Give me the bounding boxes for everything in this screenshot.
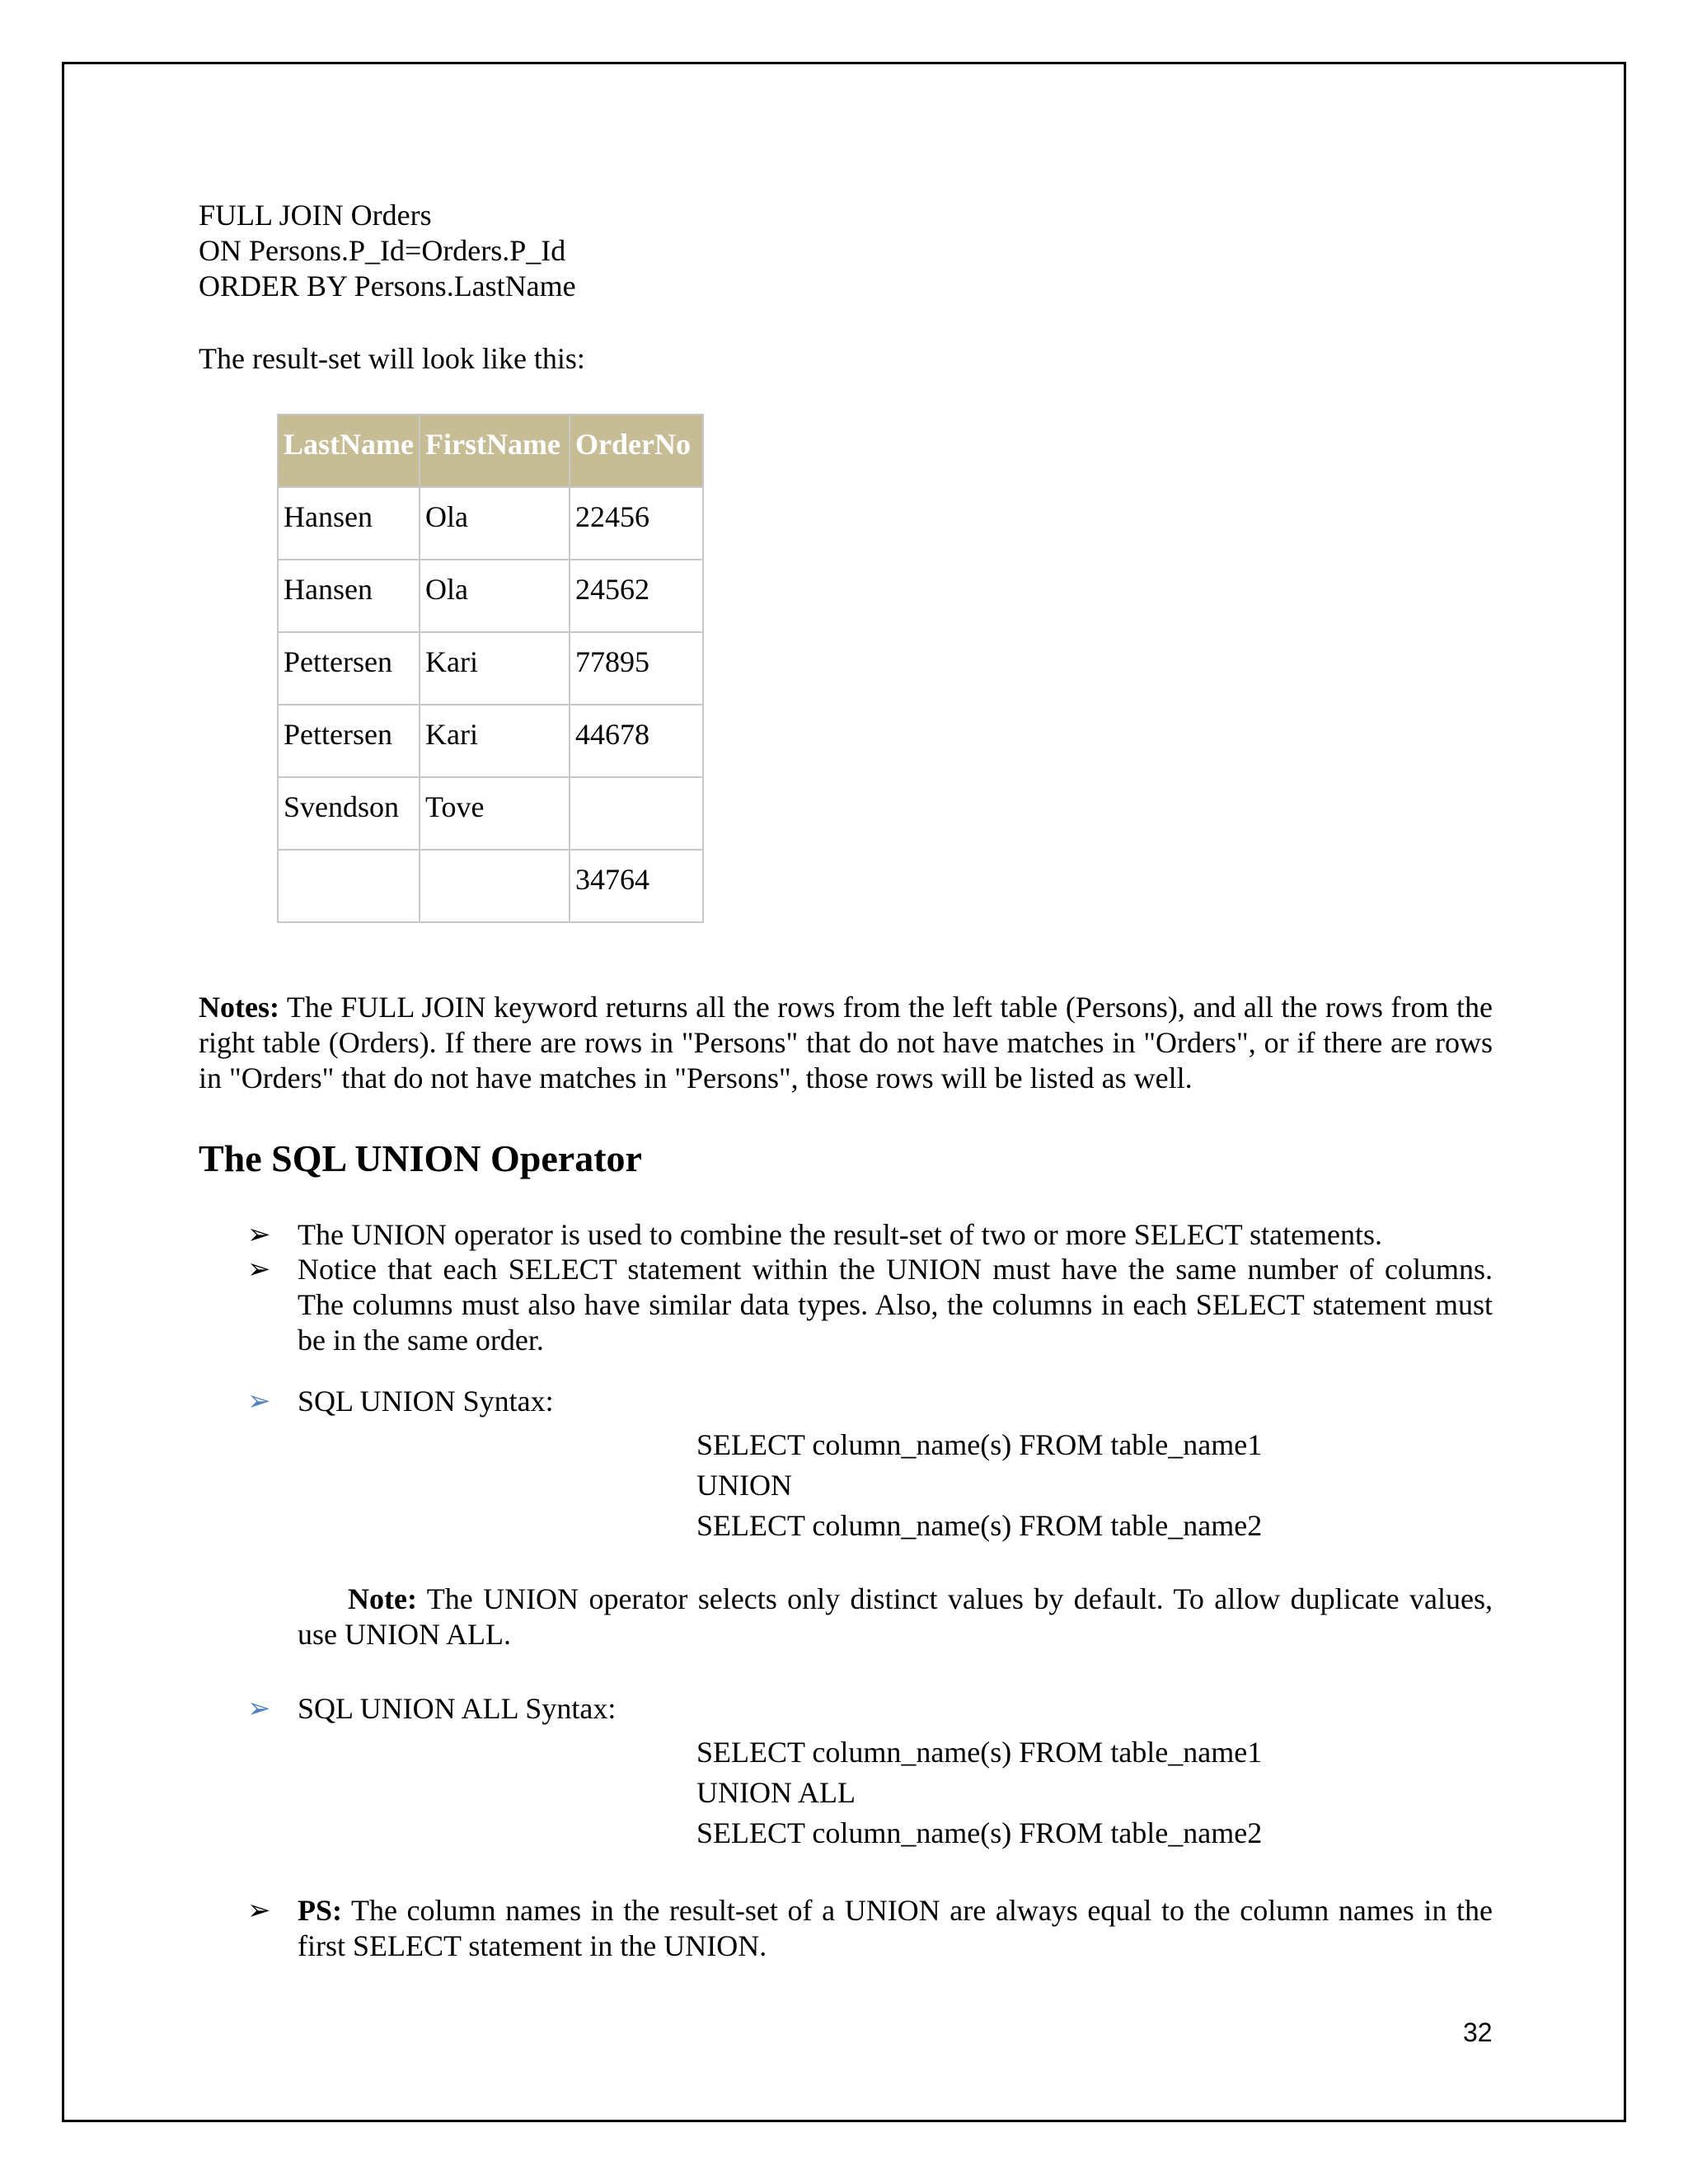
table-row [278, 777, 703, 850]
union-note-text: The UNION operator selects only distinct values by default. To allow duplicate values, use UNION ALL. [298, 1582, 1493, 1651]
page-number: 32 [1463, 2018, 1493, 2047]
bullet-text: SQL UNION Syntax: [298, 1385, 554, 1418]
ps-text: The column names in the result-set of a UNION are always equal to the column names in the first SELECT statement in the UNION. [298, 1894, 1493, 1962]
syntax-line: SELECT column_name(s) FROM table_name2 [696, 1509, 1263, 1542]
header-lastname: LastName [278, 415, 420, 487]
syntax-line: SELECT column_name(s) FROM table_name1 [696, 1736, 1263, 1769]
table-cell: Ola [420, 487, 570, 560]
notes-paragraph [199, 990, 1493, 1096]
notes-text: The FULL JOIN keyword returns all the rows from the left table (Persons), and all the rows from the right table (Orders). If there are rows in "Persons" that do not have matches in "Orders", or if there are rows in "Orders" that do not have matches in "Persons", those rows will be listed as well. [199, 991, 1493, 1094]
table-cell: 24562 [570, 560, 703, 632]
table-cell: Svendson [278, 777, 420, 850]
notes-label: Notes: [199, 991, 279, 1024]
arrow-bullet-icon: ➢ [247, 1254, 271, 1285]
table-cell [570, 777, 703, 850]
table-cell [420, 850, 570, 922]
table-cell: 44678 [570, 705, 703, 777]
syntax-line: SELECT column_name(s) FROM table_name1 [696, 1428, 1263, 1461]
table-cell: 22456 [570, 487, 703, 560]
table-cell: Kari [420, 632, 570, 705]
query-line: ON Persons.P_Id=Orders.P_Id [199, 234, 566, 267]
syntax-line: UNION ALL [696, 1776, 856, 1809]
union-note [298, 1582, 1493, 1652]
ps-label: PS: [298, 1894, 342, 1927]
table-cell: Pettersen [278, 632, 420, 705]
result-table [277, 414, 704, 923]
table-row [278, 487, 703, 560]
table-cell: Tove [420, 777, 570, 850]
table-row [278, 560, 703, 632]
bullet-text: Notice that each SELECT statement within the UNION must have the same number of columns. The columns must also have similar data types. Also, the columns in each SELECT statement must be in the same order. [298, 1253, 1493, 1357]
section-title: The SQL UNION Operator [199, 1137, 642, 1179]
union-note-label: Note: [348, 1582, 417, 1615]
table-row [278, 705, 703, 777]
union-all-syntax [696, 1732, 1262, 1854]
table-cell: Hansen [278, 487, 420, 560]
table-cell: Ola [420, 560, 570, 632]
bullet-text: SQL UNION ALL Syntax: [298, 1692, 617, 1725]
query-tail [199, 198, 576, 304]
arrow-bullet-icon: ➢ [247, 1694, 271, 1724]
bullet-text: The UNION operator is used to combine the result-set of two or more SELECT statements. [298, 1218, 1383, 1251]
ps-paragraph [298, 1893, 1493, 1964]
table-row [278, 850, 703, 922]
union-syntax [696, 1425, 1262, 1546]
result-intro: The result-set will look like this: [199, 342, 585, 375]
table-cell: Hansen [278, 560, 420, 632]
arrow-bullet-icon: ➢ [247, 1220, 271, 1250]
header-firstname: FirstName [420, 415, 570, 487]
table-cell: Kari [420, 705, 570, 777]
syntax-line: UNION [696, 1469, 792, 1502]
table-row [278, 632, 703, 705]
header-orderno: OrderNo [570, 415, 703, 487]
table-cell: 77895 [570, 632, 703, 705]
table-cell [278, 850, 420, 922]
table-header-row [278, 415, 703, 487]
table-cell: Pettersen [278, 705, 420, 777]
syntax-line: SELECT column_name(s) FROM table_name2 [696, 1816, 1263, 1849]
table-cell: 34764 [570, 850, 703, 922]
query-line: ORDER BY Persons.LastName [199, 269, 576, 302]
arrow-bullet-icon: ➢ [247, 1386, 271, 1417]
arrow-bullet-icon: ➢ [247, 1896, 271, 1926]
query-line: FULL JOIN Orders [199, 199, 432, 232]
